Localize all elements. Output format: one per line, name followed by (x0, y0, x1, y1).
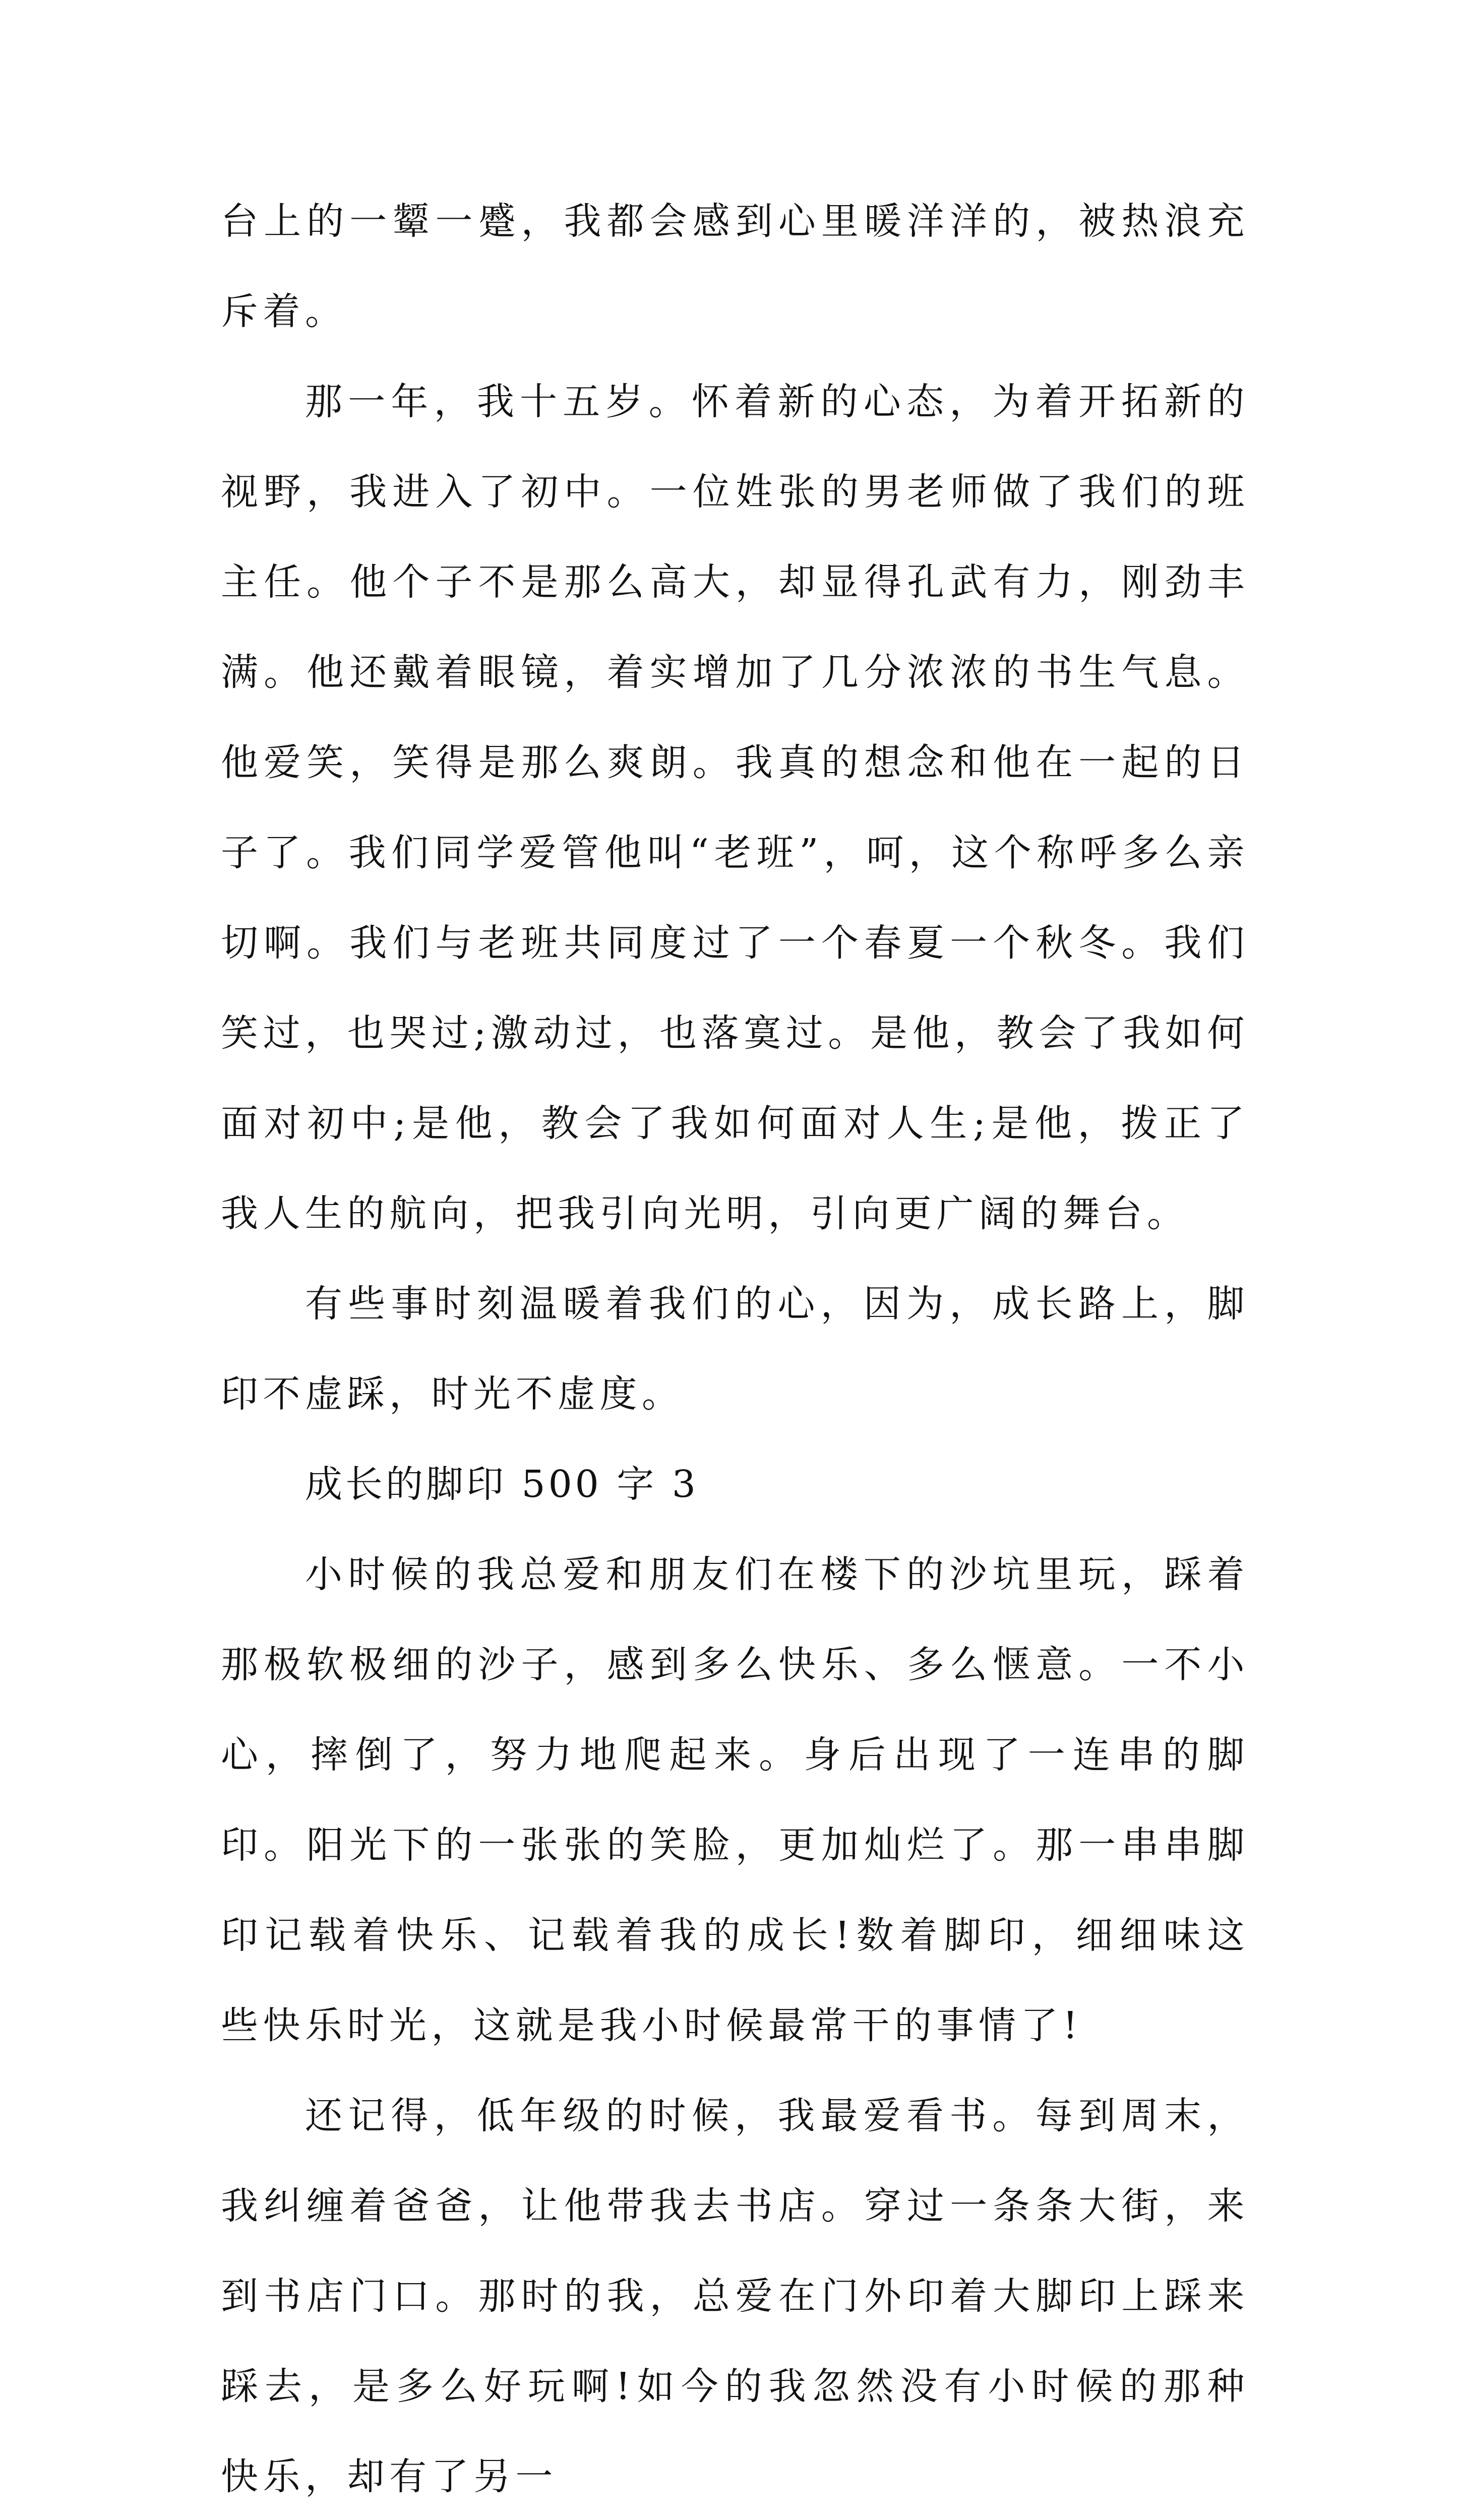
paragraph-bookstore: 还记得，低年级的时候，我最爱看书。每到周末，我纠缠着爸爸，让他带我去书店。穿过一条条大街，来到书店门口。那时的我，总爱在门外印着大脚印上踩来踩去，是多么好玩啊!如今的我忽然没有小时候的那种快乐，却有了另一 (221, 2094, 1249, 2498)
section-heading: 成长的脚印 500 字 3 (305, 1463, 699, 1506)
paragraph-continued: 台上的一颦一蹙，我都会感到心里暖洋洋的，被热浪充斥着。 (221, 200, 1249, 333)
essay-text (221, 176, 1249, 2520)
paragraph-sandpit: 小时候的我总爱和朋友们在楼下的沙坑里玩，踩着那极软极细的沙子，感到多么快乐、多么惬意。一不小心，摔倒了，努力地爬起来。身后出现了一连串的脚印。阳光下的一张张的笑脸，更加灿烂了。那一串串脚印记载着快乐、记载着我的成长!数着脚印，细细味这些快乐时光，这就是我小时候最常干的事情了! (221, 1553, 1249, 2047)
paragraph-teacher: 那一年，我十五岁。怀着新的心态，为着开拓新的视野，我进入了初中。一位姓张的男老师做了我们的班主任。他个子不是那么高大，却显得孔武有力，刚劲丰满。他还戴着眼镜，着实增加了几分浓浓的书生气息。他爱笑，笑得是那么爽朗。我真的想念和他在一起的日子了。我们同学爱管他叫“老班”，呵，这个称呼多么亲切啊。我们与老班共同度过了一个春夏一个秋冬。我们笑过，也哭过;激动过，也落寞过。是他，教会了我如何面对初中;是他，教会了我如何面对人生;是他，拨正了我人生的航向，把我引向光明，引向更广阔的舞台。 (221, 380, 1249, 1235)
paragraph-conclusion: 有些事时刻温暖着我们的心，因为，成长路上，脚印不虚踩，时光不虚度。 (221, 1282, 1249, 1416)
